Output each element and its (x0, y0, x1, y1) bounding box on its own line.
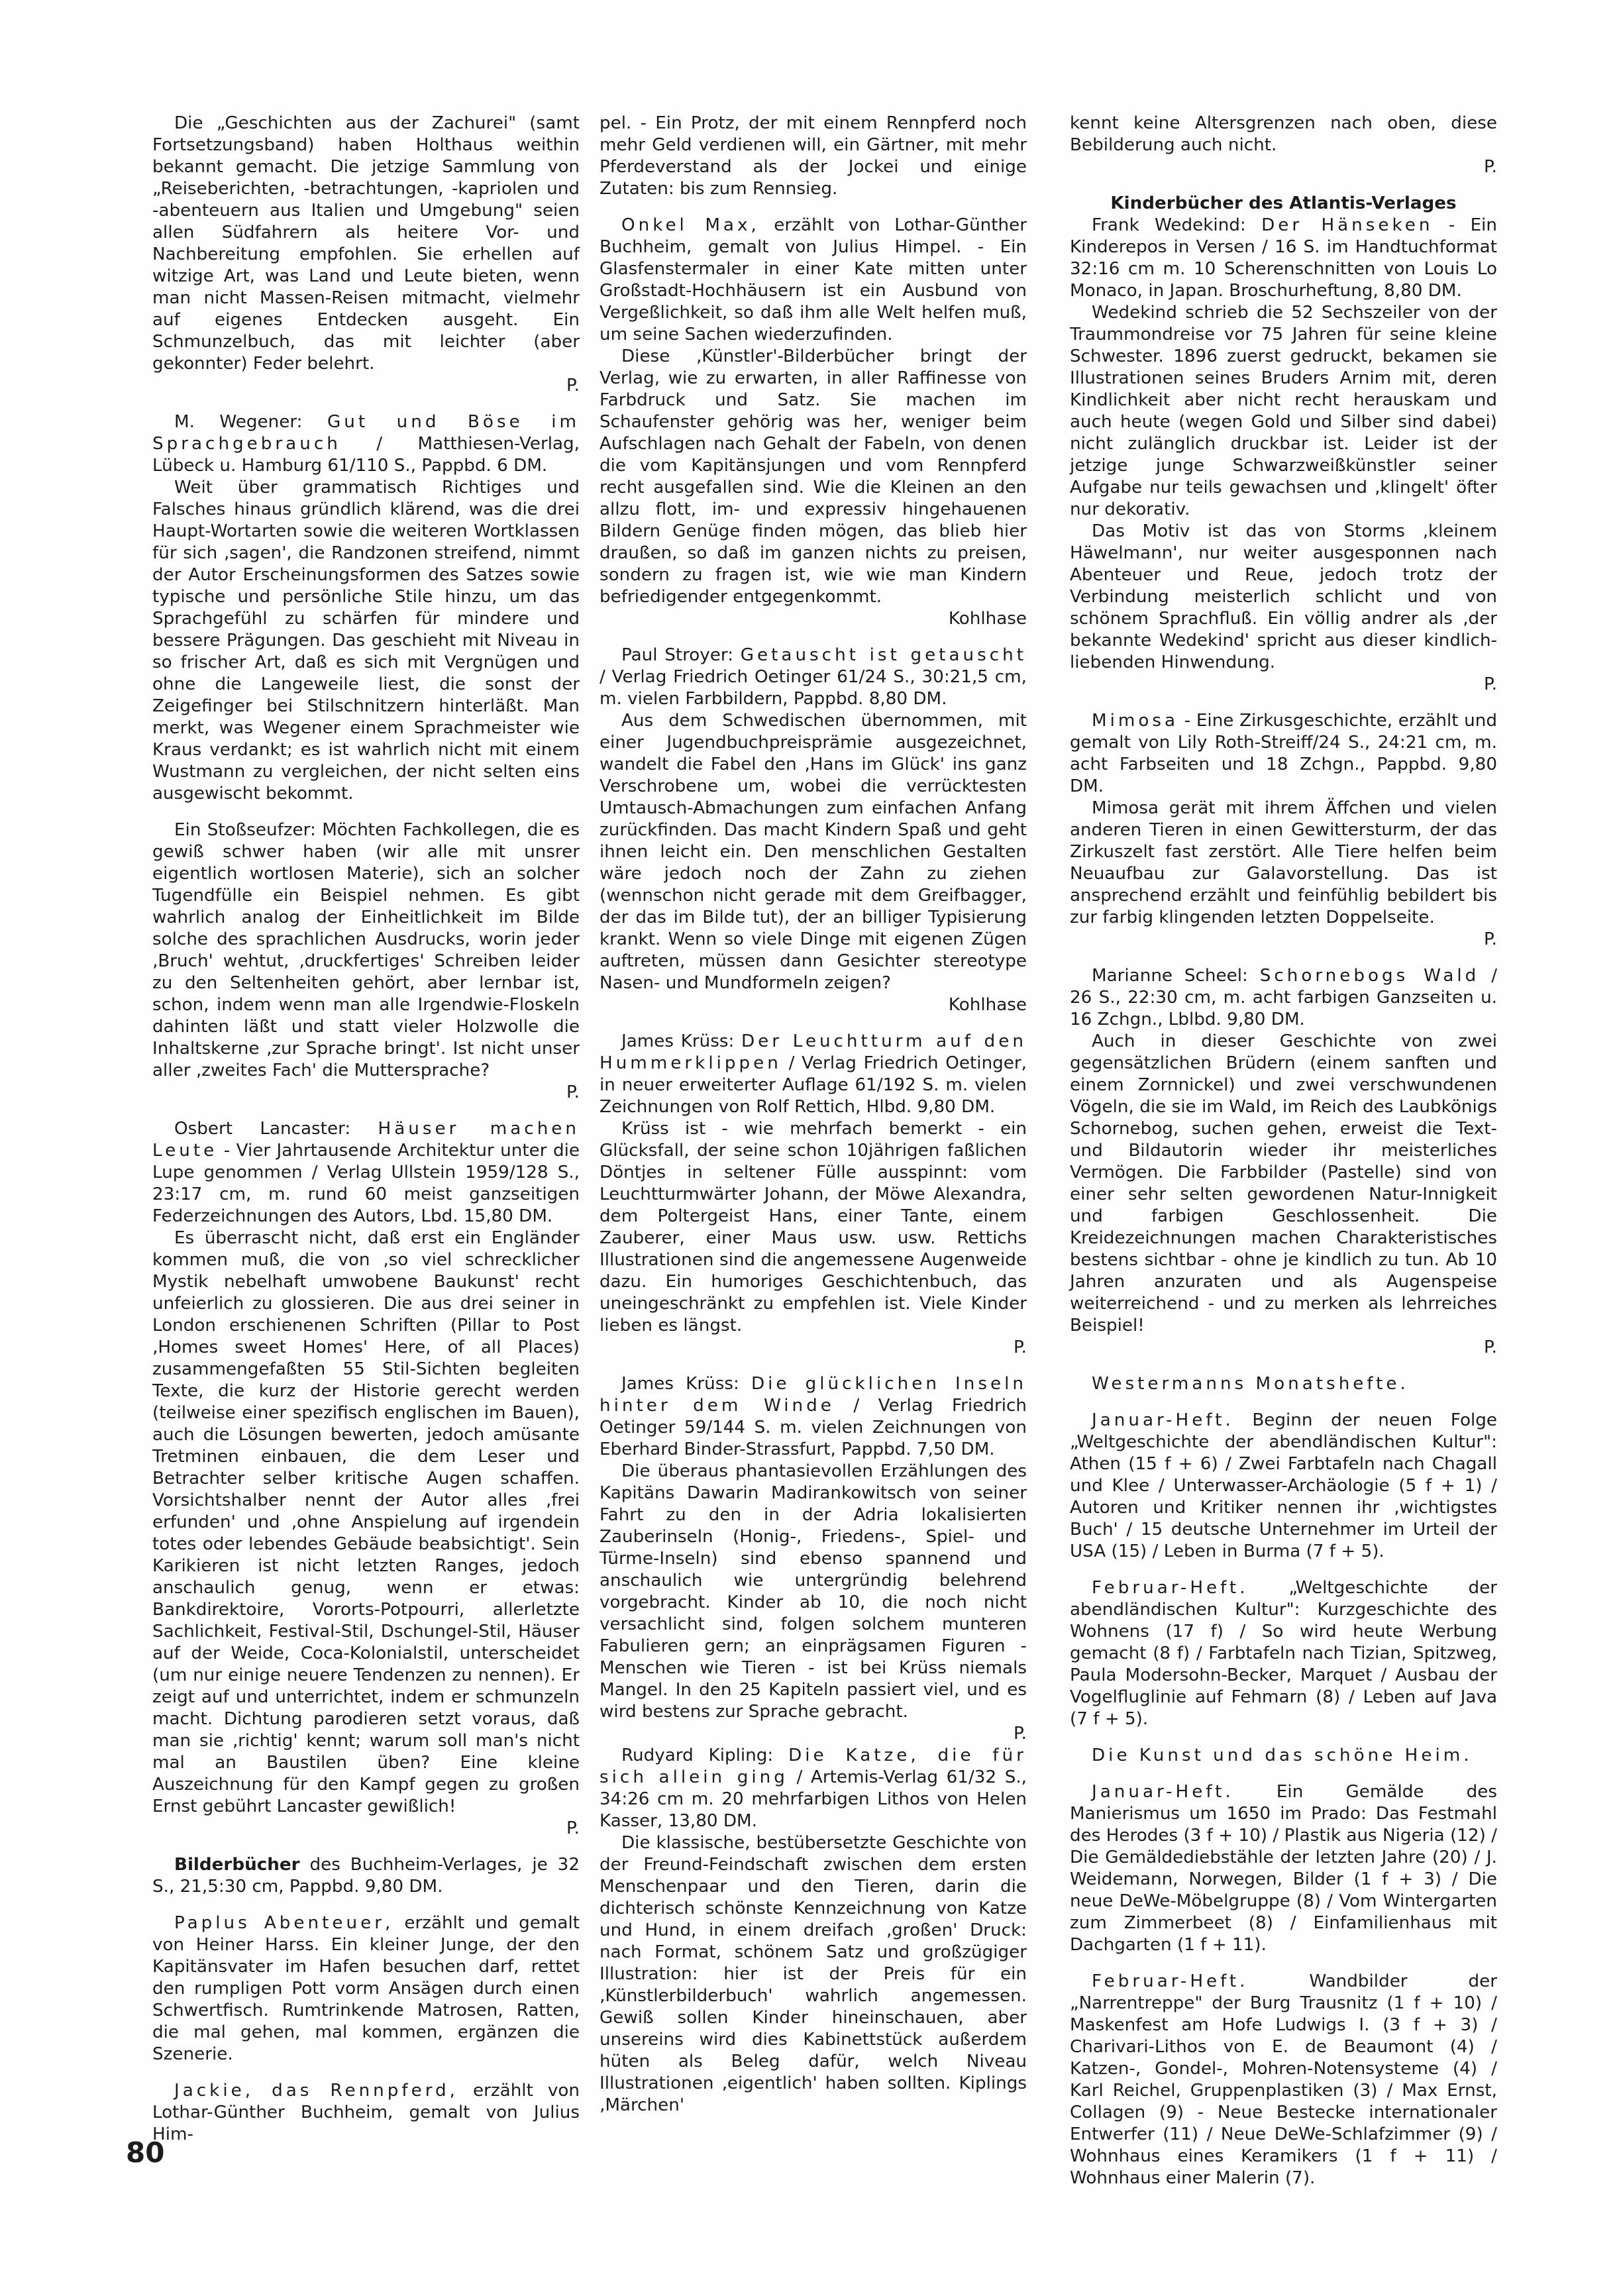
paragraph (152, 819, 580, 1082)
paragraph (1070, 1410, 1497, 1563)
paragraph (1070, 1781, 1497, 1956)
signature: Kohlhase (948, 609, 1027, 629)
body-text: - Ein Kinderepos in Versen / 16 S. im Handtuchformat 32:16 cm m. 10 Scherenschnitten von Louis Lo Monaco, in Japan. Broschurheftung, 8,80 DM. (1070, 215, 1498, 301)
body-text: Möchten Fachkollegen, die es gewiß schwer haben (wir alle mit unsrer eigentlich wortlosen Materie), sich an solcher Tugendfülle ein Beispiel nehmen. Es gibt wahrlich analog der Einheitlichkeit im Bilde solche des sprachlichen Ausdrucks, worin jeder ‚Bruch' wehtut, ‚druckfertiges' Schreiben leider zu den Seltenheiten gehört, aber lernbar ist, schon, indem wenn man alle Irgendwie-Floskeln dahinten läßt und statt vieler Holzwolle die Inhaltskerne ‚zur Sprache bringt'. Ist nicht unser aller ‚zweites Fach' die Muttersprache? (152, 820, 580, 1080)
book-title: Mimosa (1092, 711, 1179, 731)
paragraph (1070, 798, 1497, 929)
body-text: Diese ‚Künstler'-Bilderbücher bringt der Verlag, wie zu erwarten, in aller Raffinesse von Farbdruck und Satz. Sie machen im Schaufenster gehörig was her, weniger beim Aufschlagen nach Gehalt der Fabeln, von denen die vom Kapitänsjungen und vom Rennpferd recht ausgefallen sind. Wie die Kleinen an den allzu flott, im- und expressiv hingehauenen Bildern Genüge finden mögen, das blieb hier draußen, so daß im ganzen nichts zu preisen, sondern zu fragen ist, wie wie man Kindern befriedigender entgegenkommt. (600, 346, 1027, 607)
author: Rudyard Kipling: (621, 1746, 774, 1765)
column-3 (1070, 113, 1497, 2189)
body-text: / Verlag Friedrich Oetinger, in neuer erweiterter Auflage 61/192 S. m. vielen Zeichnungen von Rolf Rettich, Hlbd. 9,80 DM. (600, 1053, 1027, 1117)
body-text: erzählt und gemalt von Heiner Harss. Ein kleiner Junge, der den Kapitänsvater im Hafen besuchen darf, rettet den rumpligen Pott vorm Ansägen durch einen Schwertfisch. Rumtrinkende Matrosen, Ratten, die mal gehen, mal kommen, ergänzen die Szenerie. (152, 1913, 580, 2064)
signature: Kohlhase (948, 995, 1027, 1015)
body-text: erzählt von Lothar-Günther Buchheim, gemalt von Julius Himpel. - Ein Glasfenstermaler in einer Kate mitten unter Großstadt-Hochhäusern ist ein Ausbund von Vergeßlichkeit, so daß ihm alle Welt helfen muß, um seine Sachen wiederzufinden. (600, 215, 1027, 344)
paragraph (1070, 710, 1497, 798)
book-title: Januar-Heft. (1092, 1410, 1234, 1430)
book-title: Januar-Heft. (1092, 1782, 1234, 1802)
body-text: / Artemis-Verlag 61/32 S., 34:26 cm m. 20 mehrfarbigen Lithos von Helen Kasser, 13,80 DM. (600, 1767, 1027, 1831)
body-text: / Verlag Friedrich Oetinger 59/144 S. m. vielen Zeichnungen von Eberhard Binder-Strassfurt, Pappbd. 7,50 DM. (600, 1396, 1027, 1459)
body-text: - Vier Jahrtausende Architektur unter die Lupe genommen / Verlag Ullstein 1959/128 S., 23:17 cm, m. rund 60 meist ganzseitigen Federzeichnungen des Autors, Lbd. 15,80 DM. (152, 1141, 580, 1226)
body-text: - Eine Zirkusgeschichte, erzählt und gemalt von Lily Roth-Streiff/24 S., 24:21 cm, m. acht Farbseiten und 18 Zchgn., Pappbd. 9,80 DM. (1070, 711, 1497, 796)
body-text: erzählt von Lothar-Günther Buchheim, gemalt von Julius Him- (152, 2081, 580, 2144)
paragraph (152, 1118, 580, 1227)
body-text: Wandbilder der „Narrentreppe" der Burg Trausnitz (1 f + 10) / Maskenfest am Hofe Ludwigs I. (3 f + 3) / Charivari-Lithos von E. de Beaumont (4) / Katzen-, Gondel-, Mohren-Notensysteme (4) / Karl Reichel, Gruppenplastiken (3) / Max Ernst, Collagen (9) - Neue Bestecke internationaler Entwerfer (11) / Neue DeWe-Schlafzimmer (9) / Wohnhaus eines Keramikers (1 f + 11) / Wohnhaus einer Malerin (7). (1070, 1971, 1497, 2188)
body-text: Wedekind schrieb die 52 Sechszeiler von der Traummondreise vor 75 Jahren für seine kleine Schwester. 1896 zuerst gedruckt, bekamen sie Illustrationen seines Bruders Arnim mit, deren Kindlichkeit aber nicht recht herauskam und auch heute (wegen Gold und Silber sind dabei) nicht zulänglich druckbar ist. Leider ist der jetzige junge Schwarzweißkünstler seiner Aufgabe nur teils gewachsen und ‚klingelt' öfter nur dekorativ. (1070, 303, 1497, 519)
body-text: / 26 S., 22:30 cm, m. acht farbigen Ganzseiten u. 16 Zchgn., Lblbd. 9,80 DM. (1070, 966, 1498, 1029)
signature: P. (1013, 1337, 1027, 1357)
paragraph (152, 477, 580, 805)
body-text: Mimosa gerät mit ihrem Äffchen und vielen anderen Tieren in einen Gewittersturm, der das Zirkuszelt fast zerstört. Alle Tiere helfen beim Neuaufbau zur Galavorstellung. Das ist ansprechend erzählt und feinfühlig bebildert bis zur farbig klingenden letzten Doppelseite. (1070, 798, 1497, 927)
page-number: 80 (126, 2136, 165, 2169)
paragraph (1070, 215, 1497, 302)
paragraph (600, 346, 1027, 608)
book-title: Der Hänseken (1261, 215, 1434, 235)
paragraph (600, 215, 1027, 346)
magazine-heading: Die Kunst und das schöne Heim. (1092, 1746, 1473, 1765)
book-title: Die Katze, die für sich allein ging (600, 1746, 1027, 1787)
body-text: Die überaus phantasievollen Erzählungen des Kapitäns Dawarin Madirankowitsch von seiner Fahrt zu den in der Adria lokalisierten Zauberinseln (Honig-, Friedens-, Spiel- und Türme-Inseln) sind ebenso spannend und anschaulich wie untergründig belehrend vorgebracht. Kinder ab 10, die noch nicht versachlicht sind, folgen solchem munteren Fabulieren gern; an einprägsamen Figuren - Menschen wie Tieren - ist bei Krüss niemals Mangel. In den 25 Kapiteln passiert viel, und es wird bestens zur Sprache gebracht. (600, 1461, 1027, 1722)
book-title: Schornebogs Wald (1259, 966, 1480, 986)
book-title: Jackie, das Rennpferd, (174, 2081, 458, 2101)
paragraph (600, 1031, 1027, 1118)
paragraph (600, 1118, 1027, 1337)
column-2 (600, 113, 1027, 2116)
paragraph (152, 1854, 580, 1898)
paragraph (1070, 965, 1497, 1031)
book-title: Gut und Böse im Sprachgebrauch (152, 412, 580, 454)
author: M. Wegener: (174, 412, 303, 432)
paragraph (152, 1227, 580, 1818)
author: Ein Stoßseufzer: (174, 820, 316, 840)
author: Frank Wedekind: (1092, 215, 1246, 235)
body-text: kennt keine Altersgrenzen nach oben, diese Bebilderung auch nicht. (1070, 113, 1497, 155)
paragraph (600, 710, 1027, 994)
paragraph (1070, 113, 1497, 156)
body-text: Das Motiv ist das von Storms ‚kleinem Häwelmann', nur weiter ausgesponnen nach Abenteuer und Reue, jedoch trotz der Verbindung meisterlich schlicht und von schönem Sprachfluß. Ein völlig andrer als ‚der bekannte Wedekind' spricht aus dieser kindlich-liebenden Hinwendung. (1070, 521, 1497, 672)
book-title: Februar-Heft. (1092, 1971, 1249, 1991)
body-text: Auch in dieser Geschichte von zwei gegensätzlichen Brüdern (einem sanften und einem Zornnickel) und zwei verschwundenen Vögeln, die sie im Wald, im Reich des Laubkönigs Schornebog, suchen gehen, erweist die Text- und Bildautorin wieder ihr meisterliches Vermögen. Die Farbbilder (Pastelle) sind von einer sehr selten gewordenen Natur-Innigkeit und farbigen Geschlossenheit. Die Kreidezeichnungen machen Charakteristisches bestens sichtbar - ohne je kindlich zu tun. Ab 10 Jahren anzuraten und als Augenspeise weiterreichend - und zu merken als lehrreiches Beispiel! (1070, 1031, 1497, 1335)
body-text: Ein Gemälde des Manierismus um 1650 im Prado: Das Festmahl des Herodes (3 f + 10) / Plastik aus Nigeria (12) / Die Gemäldediebstähle der letzten Jahre (20) / J. Weidemann, Norwegen, Bilder (1 f + 3) / Die neue DeWe-Möbelgruppe (8) / Vom Wintergarten zum Zimmerbeet (8) / Einfamilienhaus mit Dachgarten (1 f + 11). (1070, 1782, 1497, 1955)
bold-lead: Bilderbücher (174, 1855, 300, 1875)
book-title: Paplus Abenteuer, (174, 1913, 394, 1933)
magazine-heading: Westermanns Monatshefte. (1092, 1374, 1409, 1394)
body-text: „Weltgeschichte der abendländischen Kultur": Kurzgeschichte des Wohnens (17 f) / So wird heute Werbung gemacht (8 f) / Farbtafeln nach Tizian, Spitzweg, Paula Modersohn-Becker, Marquet / Ausbau der Vogelfluglinie auf Fehmarn (8) / Leben auf Java (7 f + 5). (1070, 1578, 1497, 1729)
paragraph (600, 113, 1027, 200)
author: Marianne Scheel: (1092, 966, 1248, 986)
paragraph (600, 1373, 1027, 1461)
body-text: Krüss ist - wie mehrfach bemerkt - ein Glücksfall, der seine schon 10jährigen faßlichen Döntjes in seltener Fülle ausspinnt: vom Leuchtturmwärter Johann, der Möwe Alexandra, dem Poltergeist Hans, einer Tante, einem Zauberer, einer Maus usw. usw. Rettichs Illustrationen sind die angemessene Augenweide dazu. Ein humoriges Geschichtenbuch, das uneingeschränkt zu empfehlen ist. Viele Kinder lieben es längst. (600, 1119, 1027, 1335)
author: James Krüss: (621, 1031, 735, 1051)
paragraph (1070, 1031, 1497, 1337)
book-title: Die glücklichen Inseln hinter dem Winde (600, 1374, 1027, 1416)
column-1 (152, 113, 580, 2146)
paragraph (1070, 1971, 1497, 2189)
paragraph (600, 1745, 1027, 1832)
body-text: Aus dem Schwedischen übernommen, mit einer Jugendbuchpreisprämie ausgezeichnet, wandelt die Fabel den ‚Hans im Glück' ins ganz Verschrobene um, wobei die verrücktesten Umtausch-Abmachungen zum einfachen Anfang zurückfinden. Das macht Kindern Spaß und geht ihnen leicht ein. Den menschlichen Gestalten wäre jedoch noch der Zahn zu ziehen (wennschon nicht gerade mit dem Greifbagger, der das im Bilde tut), der an billiger Typisierung krankt. Wenn so viele Dinge mit eigenen Zügen auftreten, müssen dann Gesichter stereotype Nasen- und Mundformeln zeigen? (600, 711, 1027, 993)
paragraph (1070, 302, 1497, 521)
author: Osbert Lancaster: (174, 1119, 351, 1139)
signature: P. (1483, 157, 1497, 177)
paragraph (152, 2080, 580, 2146)
section-heading: Kinderbücher des Atlantis-Verlages (1110, 193, 1457, 213)
paragraph (600, 1461, 1027, 1723)
signature: P. (566, 1818, 580, 1838)
paragraph (600, 645, 1027, 710)
book-title: Häuser machen Leute (152, 1119, 580, 1161)
body-text: Die „Geschichten aus der Zachurei" (samt Fortsetzungsband) haben Holthaus weithin bekannt gemacht. Die jetzige Sammlung von „Reiseberichten, -betrachtungen, -kapriolen und -abenteuern aus Italien und Umgebung" seien allen Südfahrern als heitere Vor- und Nachbereitung empfohlen. Sie erhellen auf witzige Art, was Land und Leute bieten, wenn man nicht Massen-Reisen mitmacht, vielmehr auf eigenes Entdecken ausgeht. Ein Schmunzelbuch, das mit leichter (aber gekonnter) Feder belehrt. (152, 113, 580, 374)
signature: P. (1483, 929, 1497, 949)
body-text: Die klassische, bestübersetzte Geschichte von der Freund-Feindschaft zwischen dem ersten Menschenpaar und den Tieren, darin die dichterisch schönste Kennzeichnung von Katze und Hund, in einem dreifach ‚großen' Druck: nach Format, schönem Satz und großzügiger Illustration: hier ist der Preis für ein ‚Künstlerbilderbuch' wahrlich angemessen. Gewiß sollen Kinder hineinschauen, aber unsereins wird dies Kabinettstück außerdem hüten als Beleg dafür, welch Niveau Illustrationen ‚eigentlich' haben sollten. Kiplings ‚Märchen' (600, 1833, 1027, 2115)
paragraph (152, 411, 580, 477)
paragraph (1070, 521, 1497, 674)
body-text: pel. - Ein Protz, der mit einem Rennpferd noch mehr Geld verdienen will, ein Gärtner, mit mehr Pferdeverstand als der Jockei und einige Zutaten: bis zum Rennsieg. (600, 113, 1027, 199)
author: James Krüss: (621, 1374, 739, 1394)
paragraph (152, 113, 580, 375)
body-text: Beginn der neuen Folge „Weltgeschichte der abendländischen Kultur": Athen (15 f + 6) / Zwei Farbtafeln nach Chagall und Klee / Unterwasser-Archäologie (5 f + 1) / Autoren und Kritiker nennen ihr ‚wichtigstes Buch' / 15 deutsche Unternehmer im Urteil der USA (15) / Leben in Burma (7 f + 5). (1070, 1410, 1497, 1561)
paragraph (1070, 1577, 1497, 1730)
body-text: Es überrascht nicht, daß erst ein Engländer kommen muß, die von ‚so viel schrecklicher Mystik nebelhaft umwobene Baukunst' recht unfeierlich zu glossieren. Die aus drei seiner in London erschienenen Schriften (Pillar to Post ‚Homes sweet Homes' Here, of all Places) zusammengefaßten 55 Stil-Sichten begleiten Texte, die kurz der Historie gerecht werden (teilweise einer spezifisch englischen im Bauen), auch die Lösungen bewerten, jedoch amüsante Tretminen einbauen, die dem Leser und Betrachter selber kritische Augen schaffen. Vorsichtshalber nennt der Autor alles ‚frei erfunden' und ‚ohne Anspielung auf irgendein totes oder lebendes Gebäude beabsichtigt'. Sein Karikieren ist nicht letzten Ranges, jedoch anschaulich genug, wenn er etwas: Bankdirektoire, Vororts-Potpourri, allerletzte Sachlichkeit, Festival-Stil, Dschungel-Stil, Häuser auf der Weide, Coca-Kolonialstil, unterscheidet (um nur einige neuere Tendenzen zu nennen). Er zeigt auf und unterrichtet, indem er schmunzeln macht. Dichtung parodieren setzt voraus, daß man sie ‚richtig' kennt; warum soll man's nicht mal an Baustilen üben? Eine kleine Auszeichnung für den Kampf gegen zu großen Ernst gebührt Lancaster gewißlich! (152, 1228, 580, 1816)
body-text: Weit über grammatisch Richtiges und Falsches hinaus gründlich klärend, was die drei Haupt-Wortarten sowie die weiteren Wortklassen für sich ‚sagen', die Randzonen streifend, nimmt der Autor Erscheinungsformen des Satzes sowie typische und persönliche Stile hinzu, um das Sprachgefühl zu schärfen für mindere und bessere Prägungen. Das geschieht mit Niveau in so frischer Art, daß es sich mit Vergnügen und ohne die Langeweile liest, die sonst der Zeigefinger bei Stilschnitzern hinterläßt. Man merkt, was Wegener einem Sprachmeister wie Kraus verdankt; es ist wahrlich nicht mit einem Wustmann zu vergleichen, der nicht selten eins ausgewischt bekommt. (152, 478, 580, 804)
signature: P. (566, 1082, 580, 1102)
body-text: / Matthiesen-Verlag, Lübeck u. Hamburg 61/110 S., Pappbd. 6 DM. (152, 434, 580, 476)
paragraph (600, 1832, 1027, 2116)
book-title: Onkel Max, (621, 215, 760, 235)
body-text: des Buchheim-Verlages, je 32 S., 21,5:30 cm, Pappbd. 9,80 DM. (152, 1855, 580, 1897)
paragraph (152, 1912, 580, 2065)
book-title: Getauscht ist getauscht (740, 645, 1027, 665)
book-title: Der Leuchtturm auf den Hummerklippen (600, 1031, 1027, 1073)
signature: P. (1483, 674, 1497, 694)
signature: P. (1013, 1724, 1027, 1744)
signature: P. (1483, 1337, 1497, 1357)
author: Paul Stroyer: (621, 645, 734, 665)
body-text: / Verlag Friedrich Oetinger 61/24 S., 30:21,5 cm, m. vielen Farbbildern, Pappbd. 8,80 DM. (600, 667, 1027, 709)
signature: P. (566, 376, 580, 395)
book-title: Februar-Heft. (1092, 1578, 1249, 1598)
